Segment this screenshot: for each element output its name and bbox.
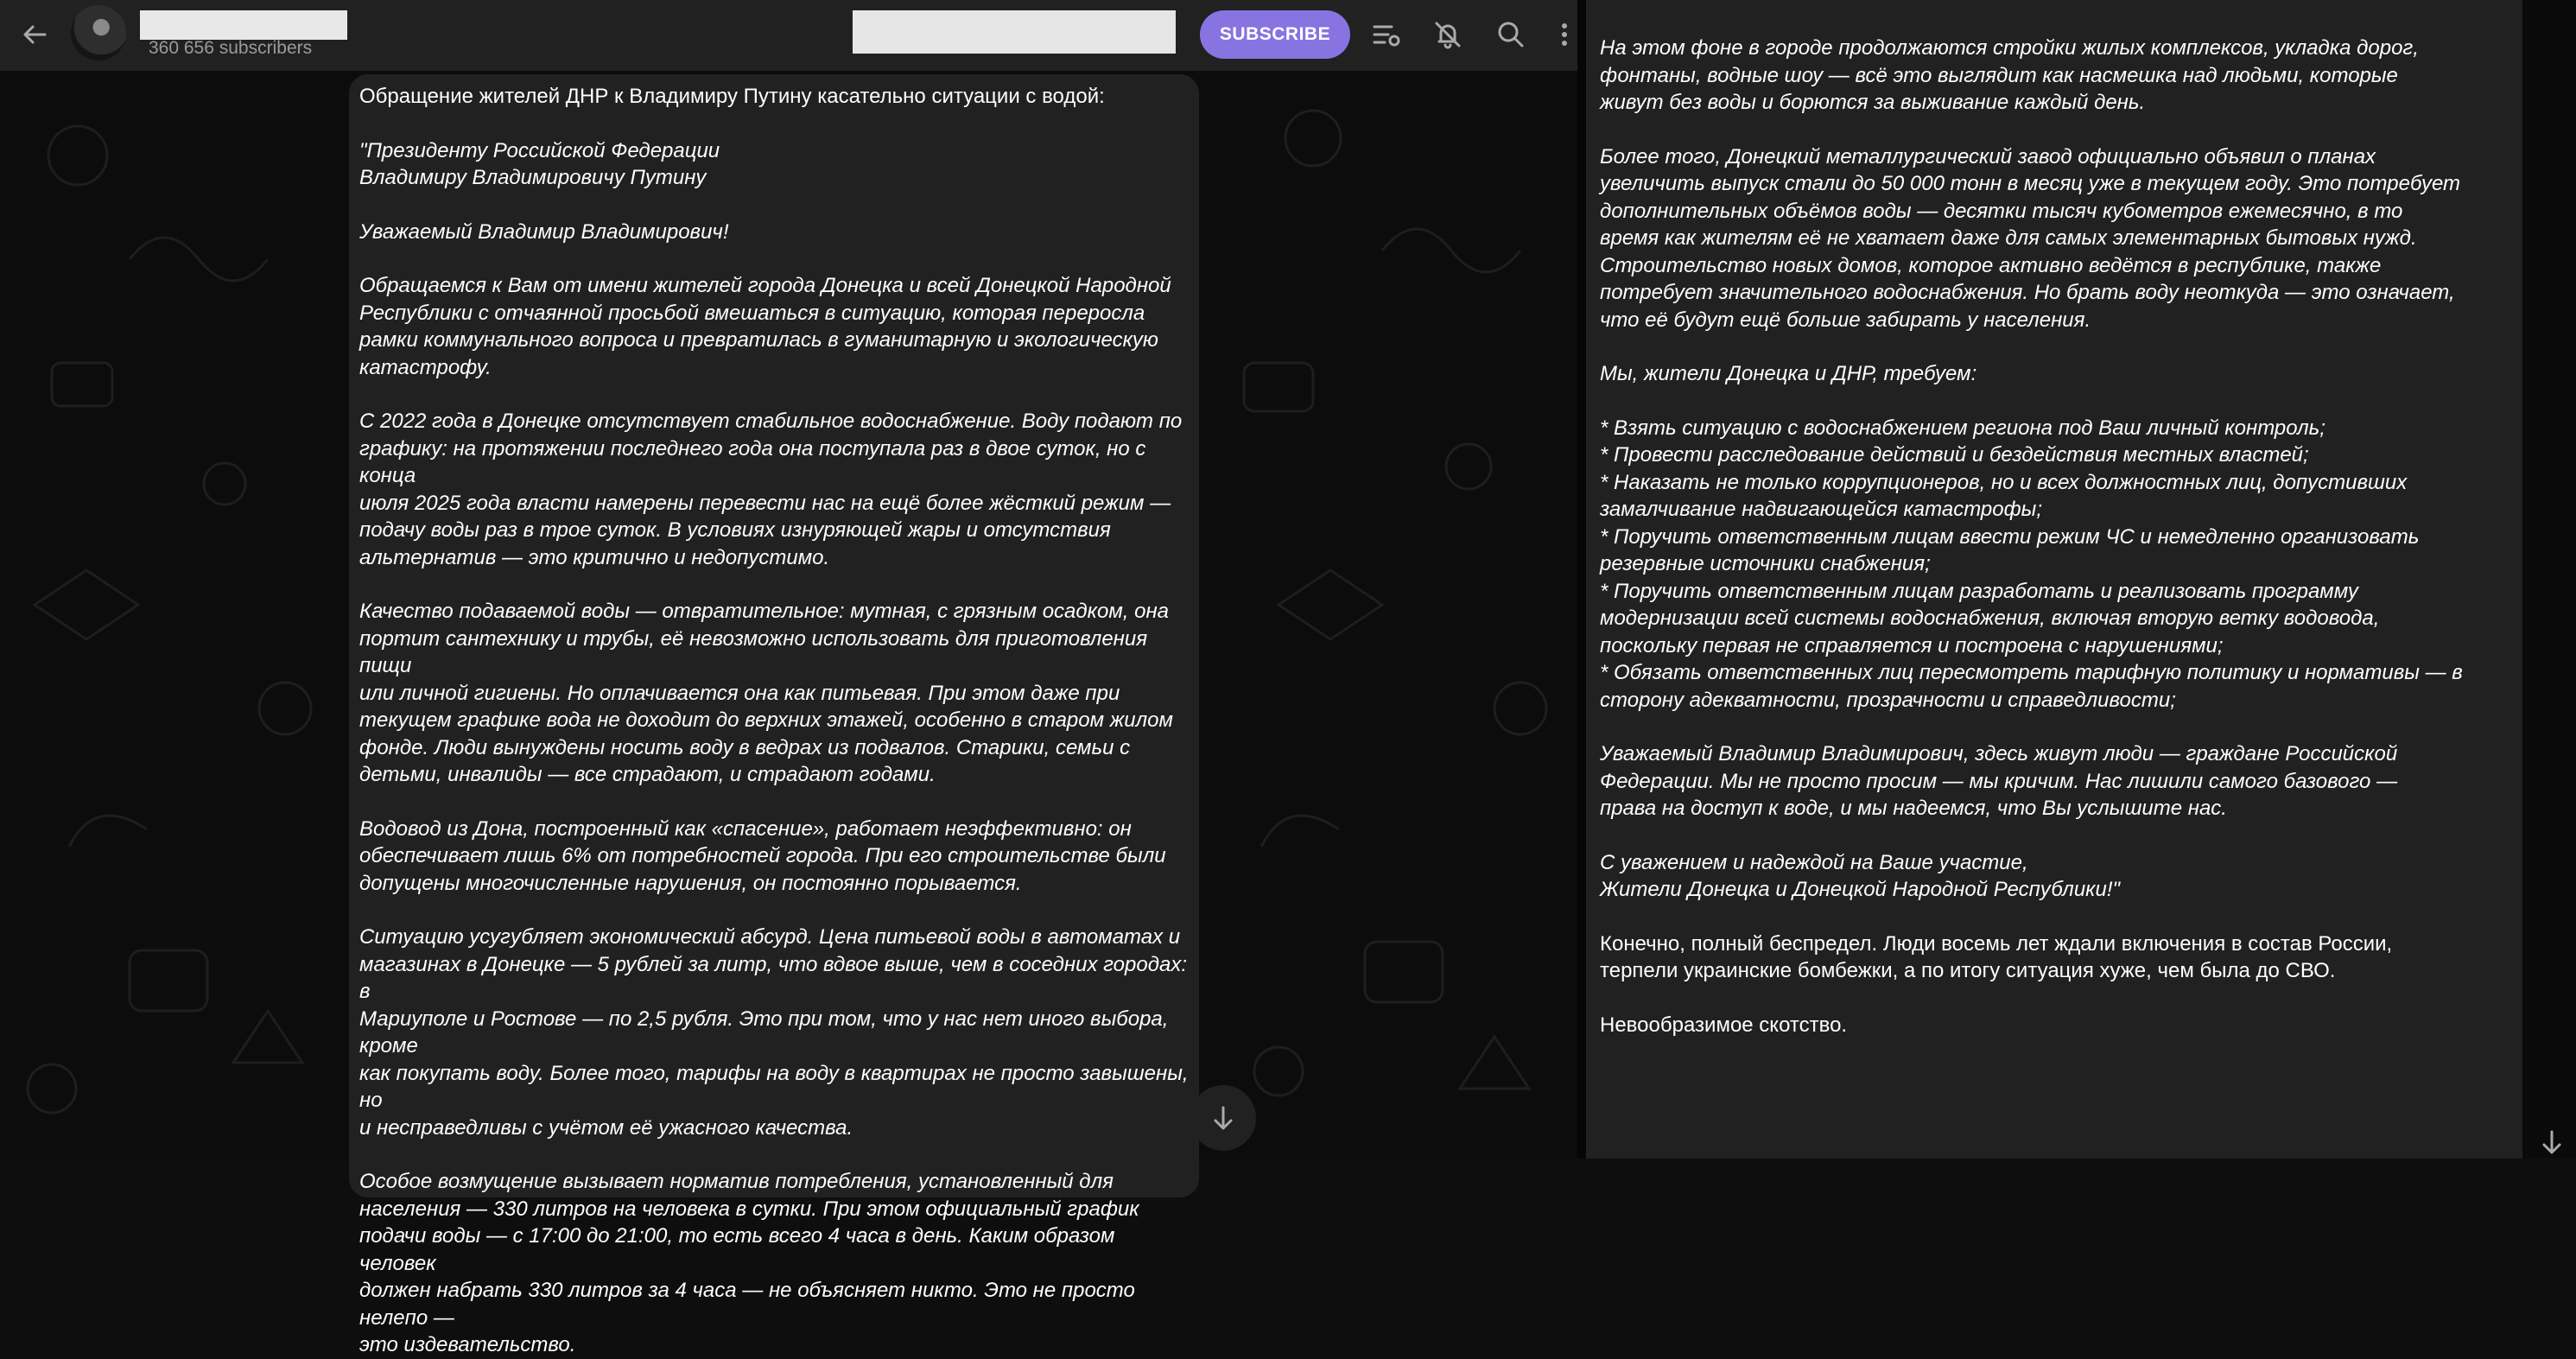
message-paragraph: Обращение жителей ДНР к Владимиру Путину касательно ситуации с водой: — [359, 85, 1105, 108]
message-paragraph: Мы, жители Донецка и ДНР, требуем: — [1600, 362, 1977, 385]
expanded-message-pane — [1586, 0, 2576, 1159]
message-paragraph: Уважаемый Владимир Владимирович, здесь живут люди — граждане Российской Федерации. Мы не просто просим — мы кричим. Нас лишили самого базового — права на доступ к воде, и мы надеемся, что Вы услышите нас. — [1600, 742, 2398, 820]
search-button[interactable] — [1494, 17, 1528, 52]
message-paragraph: Ситуацию усугубляет экономический абсурд. Цена питьевой воды в автоматах и магазинах в Донецке — 5 рублей за литр, что вдвое выше, чем в соседних городах: в Мариуполе и Ростове — по 2,5 рубля. Это при том, что у нас нет иного выбора, кроме как покупать воду. Более того, тарифы на воду в квартирах не просто завышены, но и несправедливы с учётом её ужасного качества. — [359, 925, 1189, 1140]
message-paragraph: Водовод из Дона, построенный как «спасение», работает неэффективно: он обеспечивает лишь 6% от потребностей города. При его строительстве были допущены многочисленные нарушения, он постоянно порывается. — [359, 816, 1166, 895]
arrow-down-icon — [1206, 1101, 1240, 1135]
arrow-left-icon — [17, 17, 52, 52]
message-paragraph: Конечно, полный беспредел. Люди восемь лет ждали включения в состав России, терпели украинские бомбежки, а по итогу ситуация хуже, чем была до СВО. — [1600, 931, 2393, 982]
message-paragraph: С 2022 года в Донецке отсутствует стабильное водоснабжение. Воду подают по графику: на протяжении последнего года она поступала раз в двое суток, но с конца июля 2025 года власти намерены перевести нас на ещё более жёсткий режим — подачу воды раз в трое суток. В условиях изнуряющей жары и отсутствия альтернатив — это критично и недопустимо. — [359, 410, 1183, 569]
subscribe-button[interactable]: SUBSCRIBE — [1200, 10, 1350, 59]
arrow-down-icon — [2535, 1125, 2569, 1159]
list-settings-icon — [1369, 17, 1404, 52]
avatar[interactable] — [71, 5, 126, 60]
more-button[interactable] — [1555, 17, 1574, 52]
message-paragraph: Обращаемся к Вам от имени жителей города Донецка и всей Донецкой Народной Республики с отчаянной просьбой вмешаться в ситуацию, которая переросла рамки коммунального вопроса и превратилась в гуманитарную и экологическую катастрофу. — [359, 274, 1171, 379]
search-input[interactable] — [853, 10, 1176, 54]
pane-divider — [1577, 0, 1586, 1159]
message-paragraph: Уважаемый Владимир Владимирович! — [359, 219, 729, 244]
message-paragraph: Невообразимое скотство. — [1600, 1013, 1848, 1037]
message-paragraph: С уважением и надеждой на Ваше участие, Жители Донецка и Донецкой Народной Республики!" — [1600, 850, 2121, 901]
bell-off-icon — [1431, 17, 1465, 52]
message-text — [1600, 35, 2516, 1065]
mute-button[interactable] — [1431, 17, 1465, 52]
channel-header — [0, 0, 1577, 71]
message-paragraph: Особое возмущение вызывает норматив потребления, установленный для населения — 330 литров на человека в сутки. При этом официальный график подачи воды — с 17:00 до 21:00, то есть всего 4 часа в день. Каким образом человек должен набрать 330 литров за 4 часа — не объясняет никто. Это не просто нелепо — это издевательство. — [359, 1170, 1139, 1356]
more-vertical-icon — [1555, 17, 1574, 52]
subscriber-count: 360 656 subscribers — [149, 38, 313, 58]
scroll-down-button-right[interactable] — [2528, 1118, 2576, 1166]
search-icon — [1494, 17, 1528, 52]
scroll-down-button[interactable] — [1190, 1085, 1256, 1151]
message-paragraph: Более того, Донецкий металлургический завод официально объявил о планах увеличить выпуск стали до 50 000 тонн в месяц уже в текущем году. Это потребует дополнительных объёмов воды — десятки тысяч кубометров ежемесячно, в то время как жителям её не хватает даже для самых элементарных бытовых нужд. Строительство новых домов, которое активно ведётся в республике, также потребует значительного водоснабжения. Но брать воду неоткуда — это означает, что её будут ещё больше забирать у населения. — [1600, 144, 2461, 332]
message-paragraph: * Взять ситуацию с водоснабжением региона под Ваш личный контроль; * Провести расследование действий и бездействия местных властей; * Наказать не только коррупционеров, но и всех должностных лиц, допустивших замалчивание надвигающейся катастрофы; * Поручить ответственным лицам ввести режим ЧС и немедленно организовать резервные источники снабжения; * Поручить ответственным лицам разработать и реализовать программу модернизации всей системы водоснабжения, включая вторую ветку водовода, поскольку первая не справляется и построена с нарушениями; * Обязать ответственных лиц пересмотреть тарифную политику и нормативы — в сторону адекватности, прозрачности и справедливости; — [1600, 416, 2463, 712]
message-bubble-continued — [1586, 0, 2522, 1159]
message-bubble — [349, 74, 1199, 1356]
back-button[interactable] — [17, 17, 52, 52]
manage-button[interactable] — [1369, 17, 1404, 52]
message-paragraph: "Президенту Российской Федерации Владимиру Владимировичу Путину — [359, 138, 720, 189]
message-paragraph: Качество подаваемой воды — отвратительное: мутная, с грязным осадком, она портит сантехнику и трубы, её невозможно использовать для приготовления пищи или личной гигиены. Но оплачивается она как питьевая. При этом даже при текущем графике вода не доходит до верхних этажей, особенно в старом жилом фонде. Люди вынуждены носить воду в ведрах из подвалов. Старики, семьи с детьми, инвалиды — все страдают, и страдают годами. — [359, 600, 1173, 786]
message-paragraph: На этом фоне в городе продолжаются стройки жилых комплексов, укладка дорог, фонтаны, водные шоу — всё это выглядит как насмешка над людьми, которые живут без воды и борются за выживание каждый день. — [1600, 36, 2419, 114]
channel-name[interactable] — [140, 10, 347, 40]
